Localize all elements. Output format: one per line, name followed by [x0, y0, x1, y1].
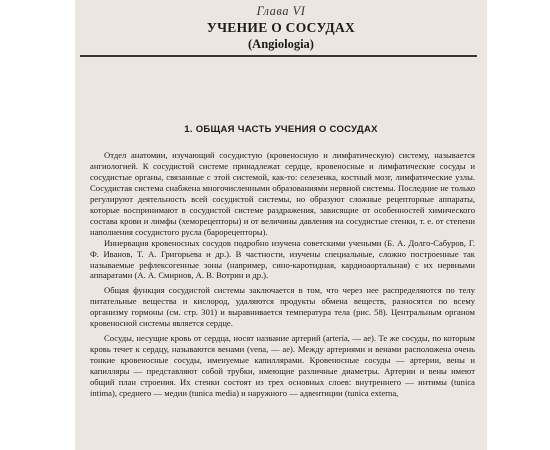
paragraph: Иннервация кровеносных сосудов подробно изучена советскими учеными (Б. А. Долго-Сабуров, Г. Ф. Иванов, Т. А. Григорьева и др.). В частности, изучены специальные, сложно построенные так называемые рефлексогенные зоны (например, сино-каротидная, кардиоаортальная) с их нервными аппаратами (А. А. Смирнов, А. В. Вотрин и др.).: [90, 237, 475, 281]
chapter-latin-title: (Angiologia): [248, 37, 314, 51]
paragraph: Отдел анатомии, изучающий сосудистую (кровеносную и лимфатическую) систему, называется ангиологией. К сосудистой системе принадлежат сердце, кровеносные и лимфатические сосуды и сосудистые органы, связанные с этой системой, как-то: селезенка, костный мозг, лимфатические узлы. Сосудистая система снабжена многочисленными образованиями нервной системы. Последние не только регулируют деятельность всей сосудистой системы, но образуют сложные рецепторные аппараты, которые воспринимают в сосудистой системе раздражения, зависящие от особенностей химического состава крови и лимфы (хеморецепторы) и от величины давления на сосудистые стенки, т. е. от степени наполнения сосудистого русла (барорецепторы).: [90, 150, 475, 237]
paragraph: Общая функция сосудистой системы заключается в том, что через нее распределяются по телу питательные вещества и кислород, удаляются продукты обмена веществ, разносятся по всему организму гормоны (см. стр. 301) и выравнивается температура тела (рис. 58). Центральным органом кровеносной системы является сердце.: [90, 285, 475, 329]
title-divider: [80, 55, 477, 57]
chapter-title: УЧЕНИЕ О СОСУДАХ: [206, 20, 356, 35]
section-heading: 1. ОБЩАЯ ЧАСТЬ УЧЕНИЯ О СОСУДАХ: [184, 124, 378, 135]
paragraph: Сосуды, несущие кровь от сердца, носят название артерий (arteria, — ae). Те же сосуды, по которым кровь течет к сердцу, называются венами (vena, — ae). Между артериями и венами расположена очень тонкие кровеносные сосуды, именуемые капиллярами. Кровеносные сосуды — артерии, вены и капилляры — представляют собой трубки, имеющие различные диаметры. Артерии и вены имеют общий план строения. Их стенки состоят из трех основных слоев: внутреннего — интимы (tunica intima), среднего — медии (tunica media) и наружного — адвентиции (tunica externa,: [90, 333, 475, 399]
book-page: [75, 0, 487, 450]
body-text: [90, 150, 475, 399]
chapter-label: Глава VI: [256, 4, 306, 18]
